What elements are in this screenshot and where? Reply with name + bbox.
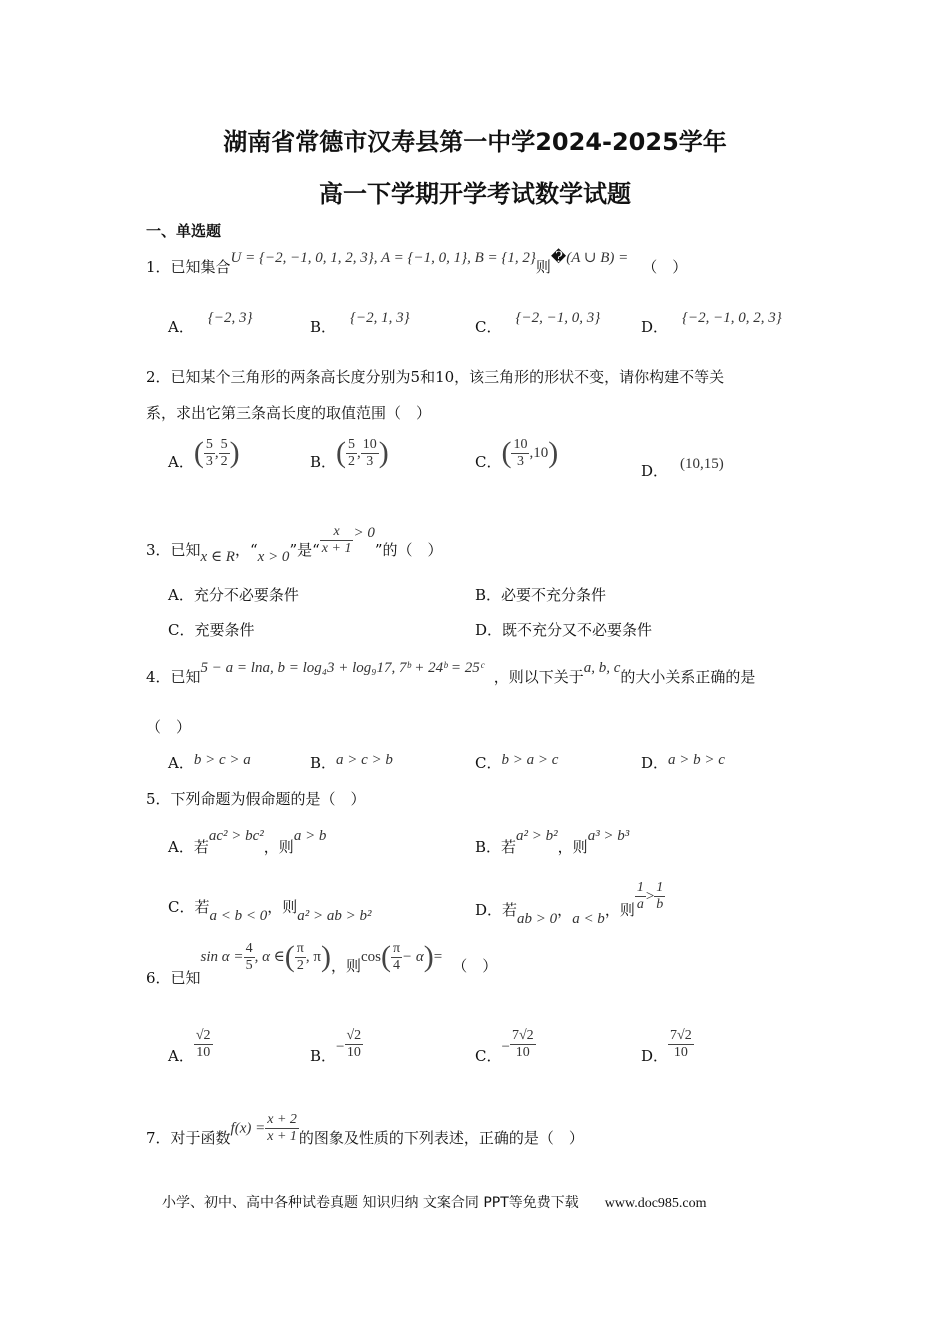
q3-option-d: D．既不充分又不必要条件 <box>475 621 653 639</box>
q2-option-b: B．( $\frac{5}{2}$ , $\frac{10}{3}$ ) <box>310 436 389 471</box>
q4-option-b: B．a > c > b <box>310 752 393 772</box>
q3-option-b: B．必要不充分条件 <box>475 586 607 604</box>
section-heading: 一、单选题 <box>146 222 222 240</box>
q1-blank: （ ） <box>642 258 688 276</box>
q4-blank: （ ） <box>146 718 192 736</box>
q2-option-d: D． (10,15) <box>641 456 724 480</box>
q4-option-c: C．b > a > c <box>475 752 559 772</box>
title-line-2: 高一下学期开学考试数学试题 <box>319 180 631 208</box>
q3-option-c: C．充要条件 <box>168 621 255 639</box>
question-2-line-1: 2．已知某个三角形的两条高长度分别为5和10，该三角形的形状不变，请你构建不等关 <box>146 368 725 386</box>
q1-option-d: D． {−2, −1, 0, 2, 3} <box>641 310 782 336</box>
page-footer <box>162 1192 707 1212</box>
footer-url[interactable]: www.doc985.com <box>604 1196 707 1211</box>
q6-option-b: B．− $\frac{√2}{10}$ <box>310 1028 362 1065</box>
q6-option-a: A． $\frac{√2}{10}$ <box>168 1028 211 1065</box>
footer-text: 小学、初中、高中各种试卷真题 知识归纳 文案合同 PPT等免费下载 <box>162 1195 579 1211</box>
q1-then: 则 <box>535 258 551 276</box>
q1-complement-symbol: � <box>550 248 567 266</box>
q1-option-b: B． {−2, 1, 3} <box>310 310 410 336</box>
q2-option-c: C．( $\frac{10}{3}$ ,10) <box>475 436 559 471</box>
q6-option-d: D． $\frac{7√2}{10}$ <box>641 1028 692 1065</box>
q1-union-expr: (A ∪ B) = <box>566 250 629 266</box>
q6-option-c: C．− $\frac{7√2}{10}$ <box>475 1028 534 1065</box>
q5-option-c: C．若a < b < 0，则a² > ab > b² <box>168 898 372 924</box>
q4-option-a: A．b > c > a <box>168 752 251 772</box>
q5-option-d: D．若ab > 0，a < b，则 $\frac{1}{a}$ > $\frac{1}{b}$ <box>475 880 664 927</box>
title-line-1: 湖南省常德市汉寿县第一中学2024-2025学年 <box>223 128 727 156</box>
question-5: 5．下列命题为假命题的是（ ） <box>146 790 366 808</box>
q4-option-d: D．a > b > c <box>641 752 725 772</box>
question-2-line-2: 系，求出它第三条高长度的取值范围（ ） <box>146 404 432 422</box>
question-7: 7．对于函数f(x) = $\frac{x + 2}{x + 1}$ 的图象及性质的下列表述，正确的是（ ） <box>146 1112 584 1147</box>
question-3: 3．已知x ∈ R，“x > 0”是“ $\frac{x}{x + 1}$ > 0”的（ ） <box>146 524 443 565</box>
q5-option-a: A．若ac² > bc²，则a > b <box>168 828 327 856</box>
question-4: 4．已知5 − a = lna, b = log₄3 + log₉17, 7ᵇ + 24ᵇ = 25ᶜ ，则以下关于a, b, c的大小关系正确的是 <box>146 660 756 686</box>
question-6: 6．已知sin α = $\frac{4}{5}$ , α ∈( $\frac{\pi}{2}$ , π)，则cos( $\frac{\pi}{4}$ − α)= （ ） <box>146 940 498 987</box>
question-1 <box>146 248 688 277</box>
q5-option-b: B．若a² > b²，则a³ > b³ <box>475 828 630 856</box>
q1-option-a: A． {−2, 3} <box>168 310 253 336</box>
q3-option-a: A．充分不必要条件 <box>168 586 299 604</box>
q1-sets: U = {−2, −1, 0, 1, 2, 3}, A = {−1, 0, 1}, B = {1, 2} <box>230 250 536 266</box>
q1-option-c: C． {−2, −1, 0, 3} <box>475 310 601 336</box>
q2-option-a: A．( $\frac{5}{3}$ , $\frac{5}{2}$ ) <box>168 436 240 471</box>
q1-stem: 1．已知集合 <box>146 258 231 276</box>
